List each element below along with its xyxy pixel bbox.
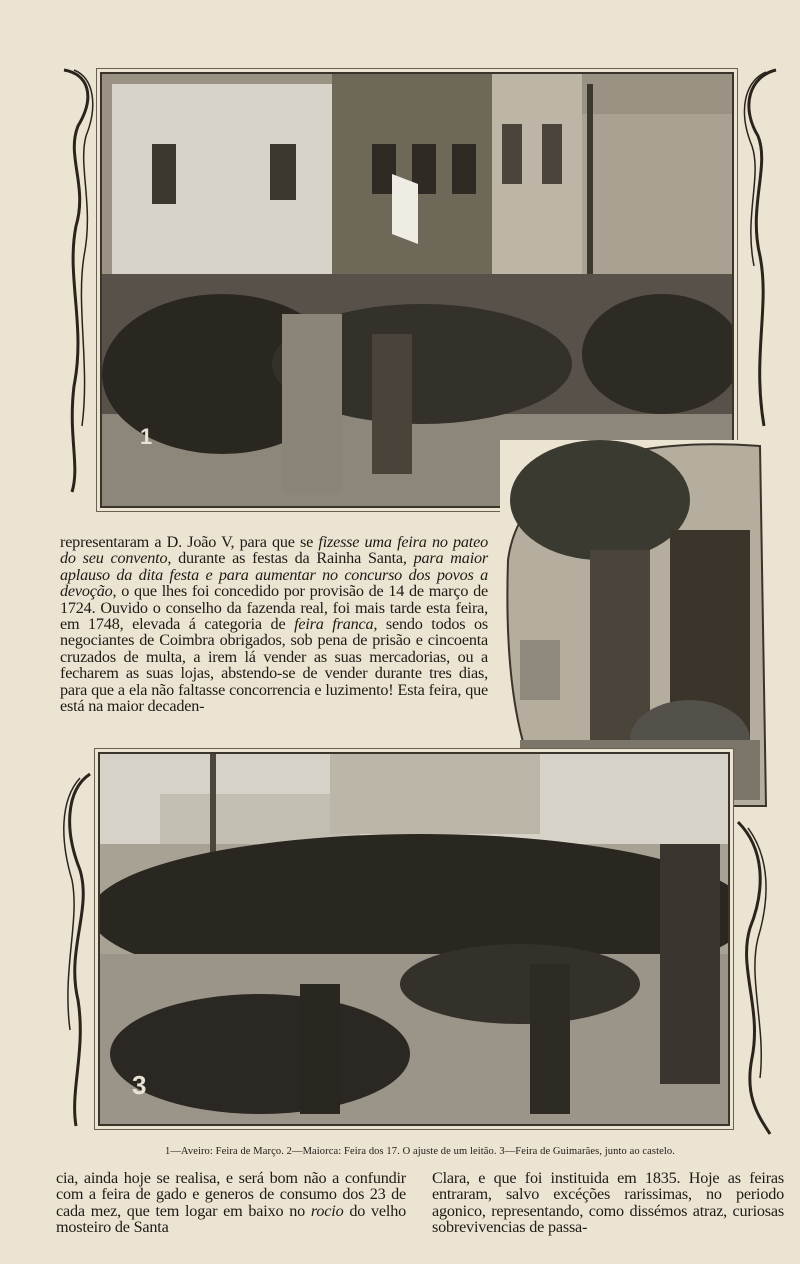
art-nouveau-ornament-left-top — [58, 66, 102, 496]
art-nouveau-ornament-right-bottom — [730, 818, 778, 1138]
body-column-right — [432, 1170, 784, 1236]
text-run-italic: para maior aplauso da dita festa e para aumentar no concurso dos povos a devoção, — [60, 549, 488, 601]
text-run-italic: fizesse uma feira no pateo do seu convento, — [60, 533, 488, 568]
text-run: sendo todos os negociantes de Coimbra obrigados, sob pena de prisão e cincoenta cruzados de multa, a irem lá vender as suas mercadorias, ou a fecharem as suas lojas, abstendo-se de vender durante tres dias, para que a ela não faltasse concorrencia e luzimento! Esta feira, que está na maior decaden- — [60, 615, 488, 716]
body-paragraph-1 — [60, 534, 488, 714]
text-run: cia, ainda hoje se realisa, e será bom não a confundir com a feira de gado e generos de consumo dos 23 de cada mez, que tem logar em baixo no — [56, 1169, 406, 1220]
photo-caption: 1—Aveiro: Feira de Março. 2—Maiorca: Feira dos 17. O ajuste de um leitão. 3—Feira de Guimarães, junto ao castelo. — [164, 1146, 675, 1157]
text-run: representaram a D. João V, para que se — [60, 533, 319, 551]
photo-number-1: 1 — [140, 424, 153, 449]
photo-number-3: 3 — [132, 1070, 147, 1100]
photo-cattle-fair — [100, 754, 728, 1124]
text-run-italic: feira franca, — [294, 615, 378, 634]
text-run: durante as festas da Rainha Santa, — [171, 549, 414, 568]
text-run: o que lhes foi concedido por provisão de 14 de março de 1724. Ouvido o conselho da fazenda real, foi mais tarde esta feira, em 1748, elevada á categoria de — [60, 582, 488, 634]
text-run-italic: rocio — [310, 1201, 344, 1220]
art-nouveau-ornament-right-top — [730, 66, 782, 436]
text-run: do velho mosteiro de Santa — [56, 1201, 406, 1237]
text-run: Clara, e que foi instituida em 1835. Hoje as feiras entraram, salvo excéções rarissimas, no periodo agonico, representando, como dissémos atraz, curiosas sobrevivencias de passa- — [432, 1169, 784, 1237]
body-column-left — [56, 1170, 406, 1236]
photo-frame-3 — [98, 752, 730, 1126]
art-nouveau-ornament-left-bottom — [56, 770, 100, 1130]
